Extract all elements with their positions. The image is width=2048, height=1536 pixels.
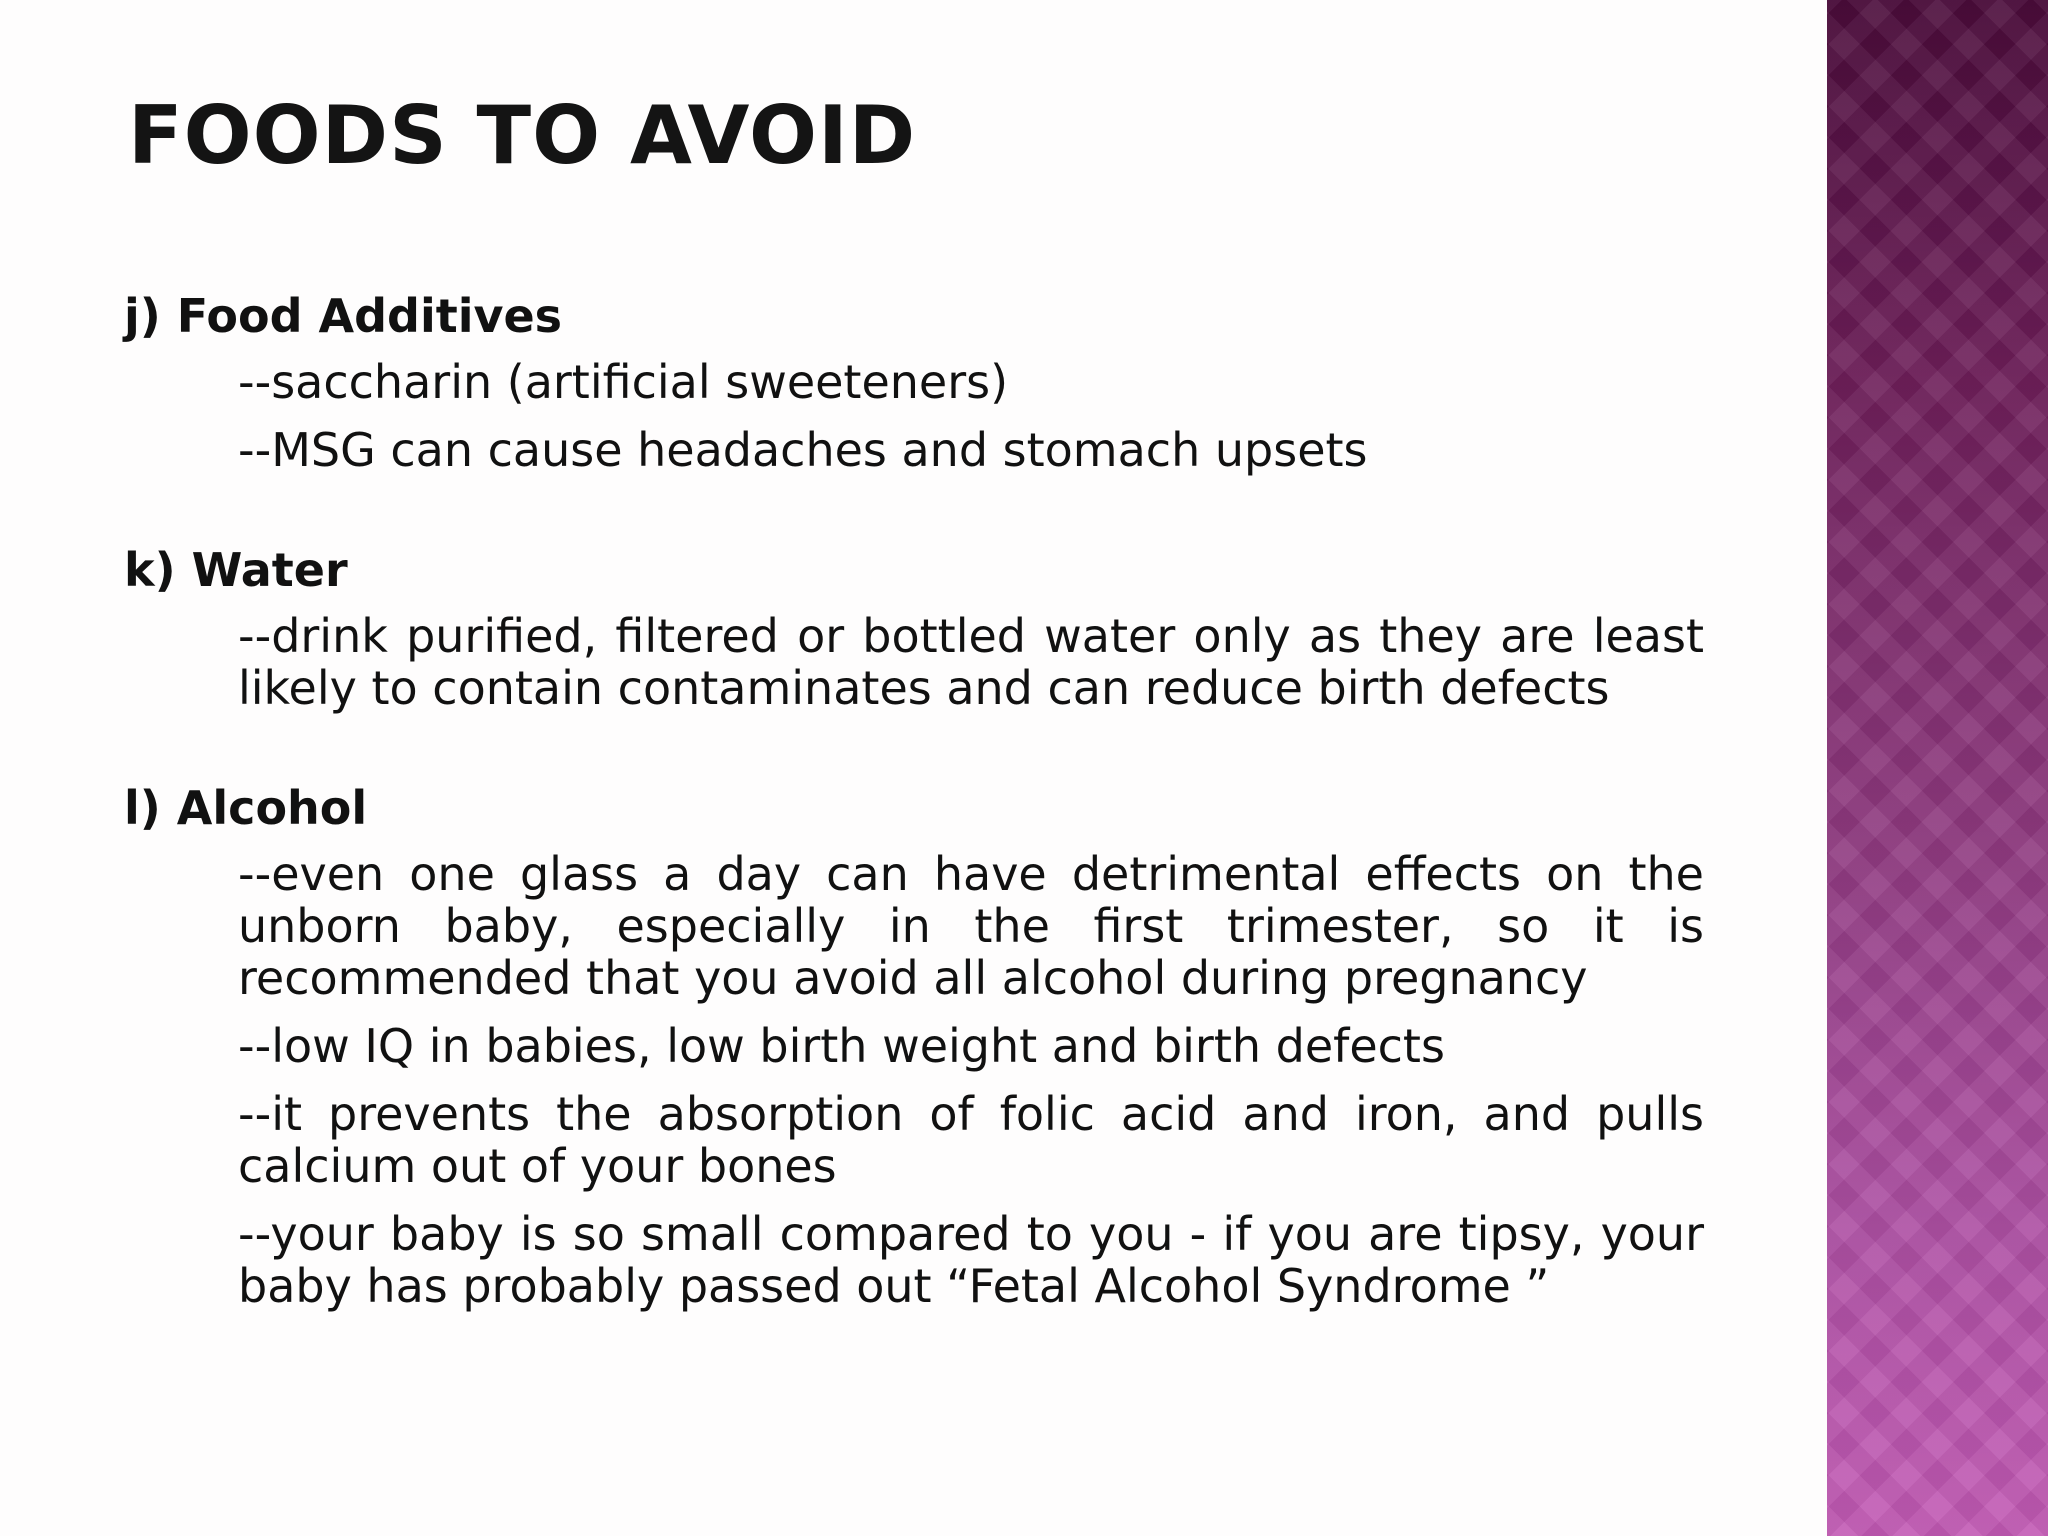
bullet-list	[124, 610, 1704, 714]
bullet-item: --even one glass a day can have detrimental effects on the unborn baby, especially in the first trimester, so it is recommended that you avoid all alcohol during pregnancy	[238, 847, 1704, 1005]
section-alcohol	[124, 778, 1704, 1312]
section-heading: j) Food Additives	[124, 289, 563, 343]
bullet-item: --saccharin (artificial sweeteners)	[238, 355, 1009, 409]
bullet-item: --it prevents the absorption of folic acid and iron, and pulls calcium out of your bones	[238, 1087, 1704, 1193]
bullet-item: --low IQ in babies, low birth weight and birth defects	[238, 1019, 1445, 1073]
decorative-side-band	[1827, 0, 2048, 1536]
slide-title: FOODS TO AVOID	[128, 89, 917, 182]
section-food-additives	[124, 286, 1704, 476]
section-water	[124, 540, 1704, 714]
bullet-list	[124, 356, 1704, 476]
bullet-item: --your baby is so small compared to you - if you are tipsy, your baby has probably passed out “Fetal Alcohol Syndrome ”	[238, 1207, 1704, 1313]
bullet-list	[124, 848, 1704, 1312]
slide-body	[124, 286, 1704, 1376]
section-heading: l) Alcohol	[124, 781, 368, 835]
bullet-item: --drink purified, filtered or bottled water only as they are least likely to contain contaminates and can reduce birth defects	[238, 609, 1704, 715]
bullet-item: --MSG can cause headaches and stomach upsets	[238, 423, 1368, 477]
section-heading: k) Water	[124, 543, 348, 597]
